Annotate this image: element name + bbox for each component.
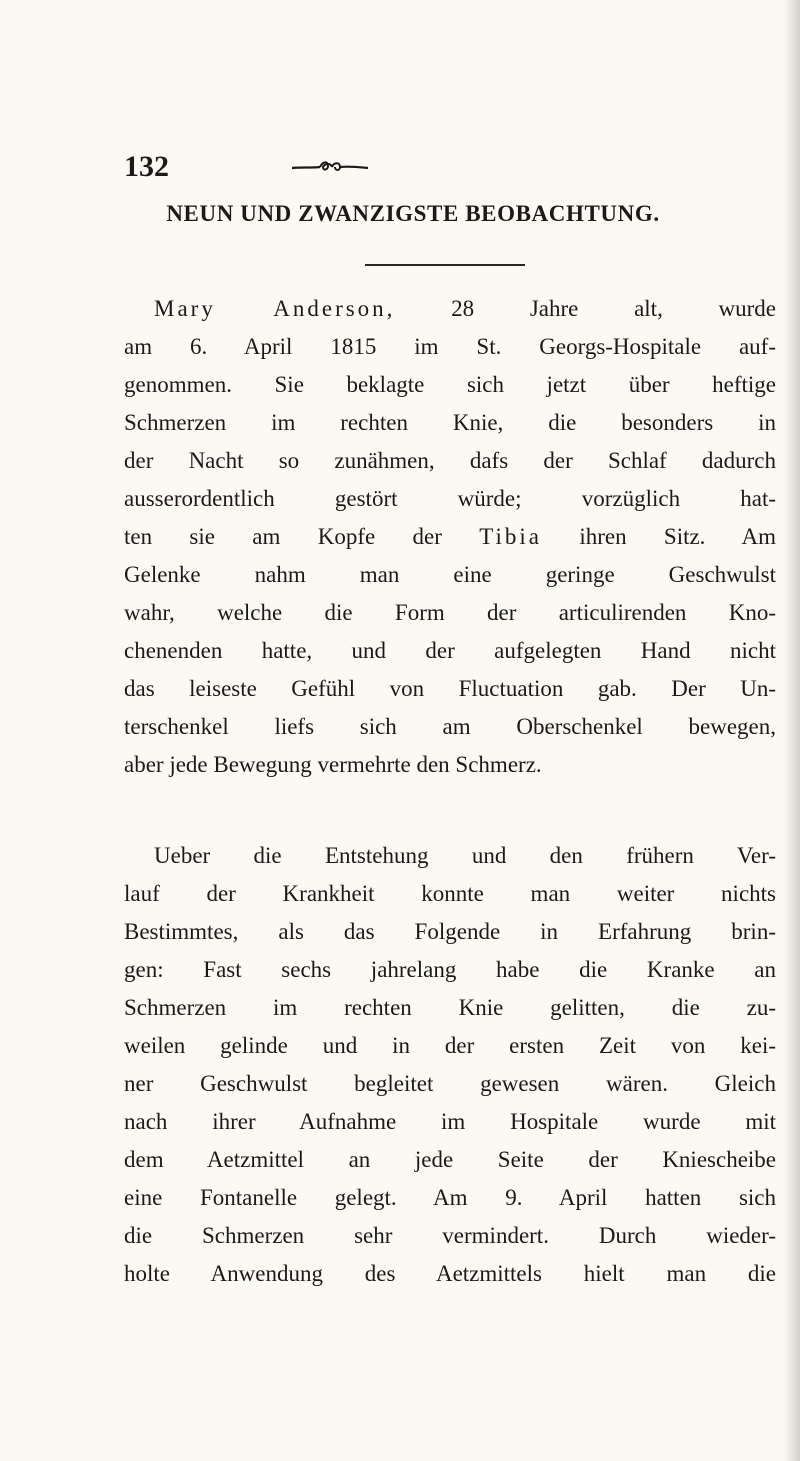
- body-text: [124, 290, 776, 1293]
- text-line: holte Anwendung des Aetzmittels hielt man die: [124, 1261, 776, 1286]
- text-line: chenenden hatte, und der aufgelegten Hand nicht: [124, 638, 776, 663]
- text-line: gen: Fast sechs jahrelang habe die Kranke an: [124, 957, 776, 982]
- paragraph-1: [124, 290, 776, 784]
- text-line: ner Geschwulst begleitet gewesen wären. Gleich: [124, 1071, 776, 1096]
- text-line: der Nacht so zunähmen, dafs der Schlaf dadurch: [124, 448, 776, 473]
- text-line: dem Aetzmittel an jede Seite der Kniescheibe: [124, 1147, 776, 1172]
- emphasis-term: Tibia: [479, 524, 542, 549]
- chapter-title: NEUN UND ZWANZIGSTE BEOBACHTUNG.: [166, 201, 660, 226]
- swash-ornament-icon: [290, 156, 370, 178]
- text-line: terschenkel liefs sich am Oberschenkel bewegen,: [124, 714, 776, 739]
- title-divider: [365, 264, 525, 266]
- text-line: Schmerzen im rechten Knie gelitten, die zu-: [124, 995, 776, 1020]
- text-line: eine Fontanelle gelegt. Am 9. April hatten sich: [124, 1185, 776, 1210]
- text-line: Mary Anderson, 28 Jahre alt, wurde: [154, 296, 776, 321]
- text-line: am 6. April 1815 im St. Georgs-Hospitale auf-: [124, 334, 776, 359]
- text-line: ausserordentlich gestört würde; vorzüglich hat-: [124, 486, 776, 511]
- text-line: die Schmerzen sehr vermindert. Durch wieder-: [124, 1223, 776, 1248]
- text-line: aber jede Bewegung vermehrte den Schmerz.: [124, 752, 542, 777]
- text-line: Schmerzen im rechten Knie, die besonders in: [124, 410, 776, 435]
- text-line: weilen gelinde und in der ersten Zeit von kei-: [124, 1033, 776, 1058]
- text-line: Bestimmtes, als das Folgende in Erfahrung brin-: [124, 919, 776, 944]
- text-line: genommen. Sie beklagte sich jetzt über heftige: [124, 372, 776, 397]
- text-line: lauf der Krankheit konnte man weiter nichts: [124, 881, 776, 906]
- text-line: ten sie am Kopfe der Tibia ihren Sitz. Am: [124, 524, 776, 549]
- text-line: Gelenke nahm man eine geringe Geschwulst: [124, 562, 776, 587]
- text-line: wahr, welche die Form der articulirenden Kno-: [124, 600, 776, 625]
- page-number: 132: [124, 150, 169, 183]
- text-line: nach ihrer Aufnahme im Hospitale wurde mit: [124, 1109, 776, 1134]
- text-line: Ueber die Entstehung und den frühern Ver-: [154, 843, 776, 868]
- patient-name: Mary Anderson,: [154, 296, 396, 321]
- paragraph-gap: [124, 784, 776, 837]
- paragraph-2: [124, 837, 776, 1293]
- text-line: das leiseste Gefühl von Fluctuation gab. Der Un-: [124, 676, 776, 701]
- page-header: [124, 150, 684, 190]
